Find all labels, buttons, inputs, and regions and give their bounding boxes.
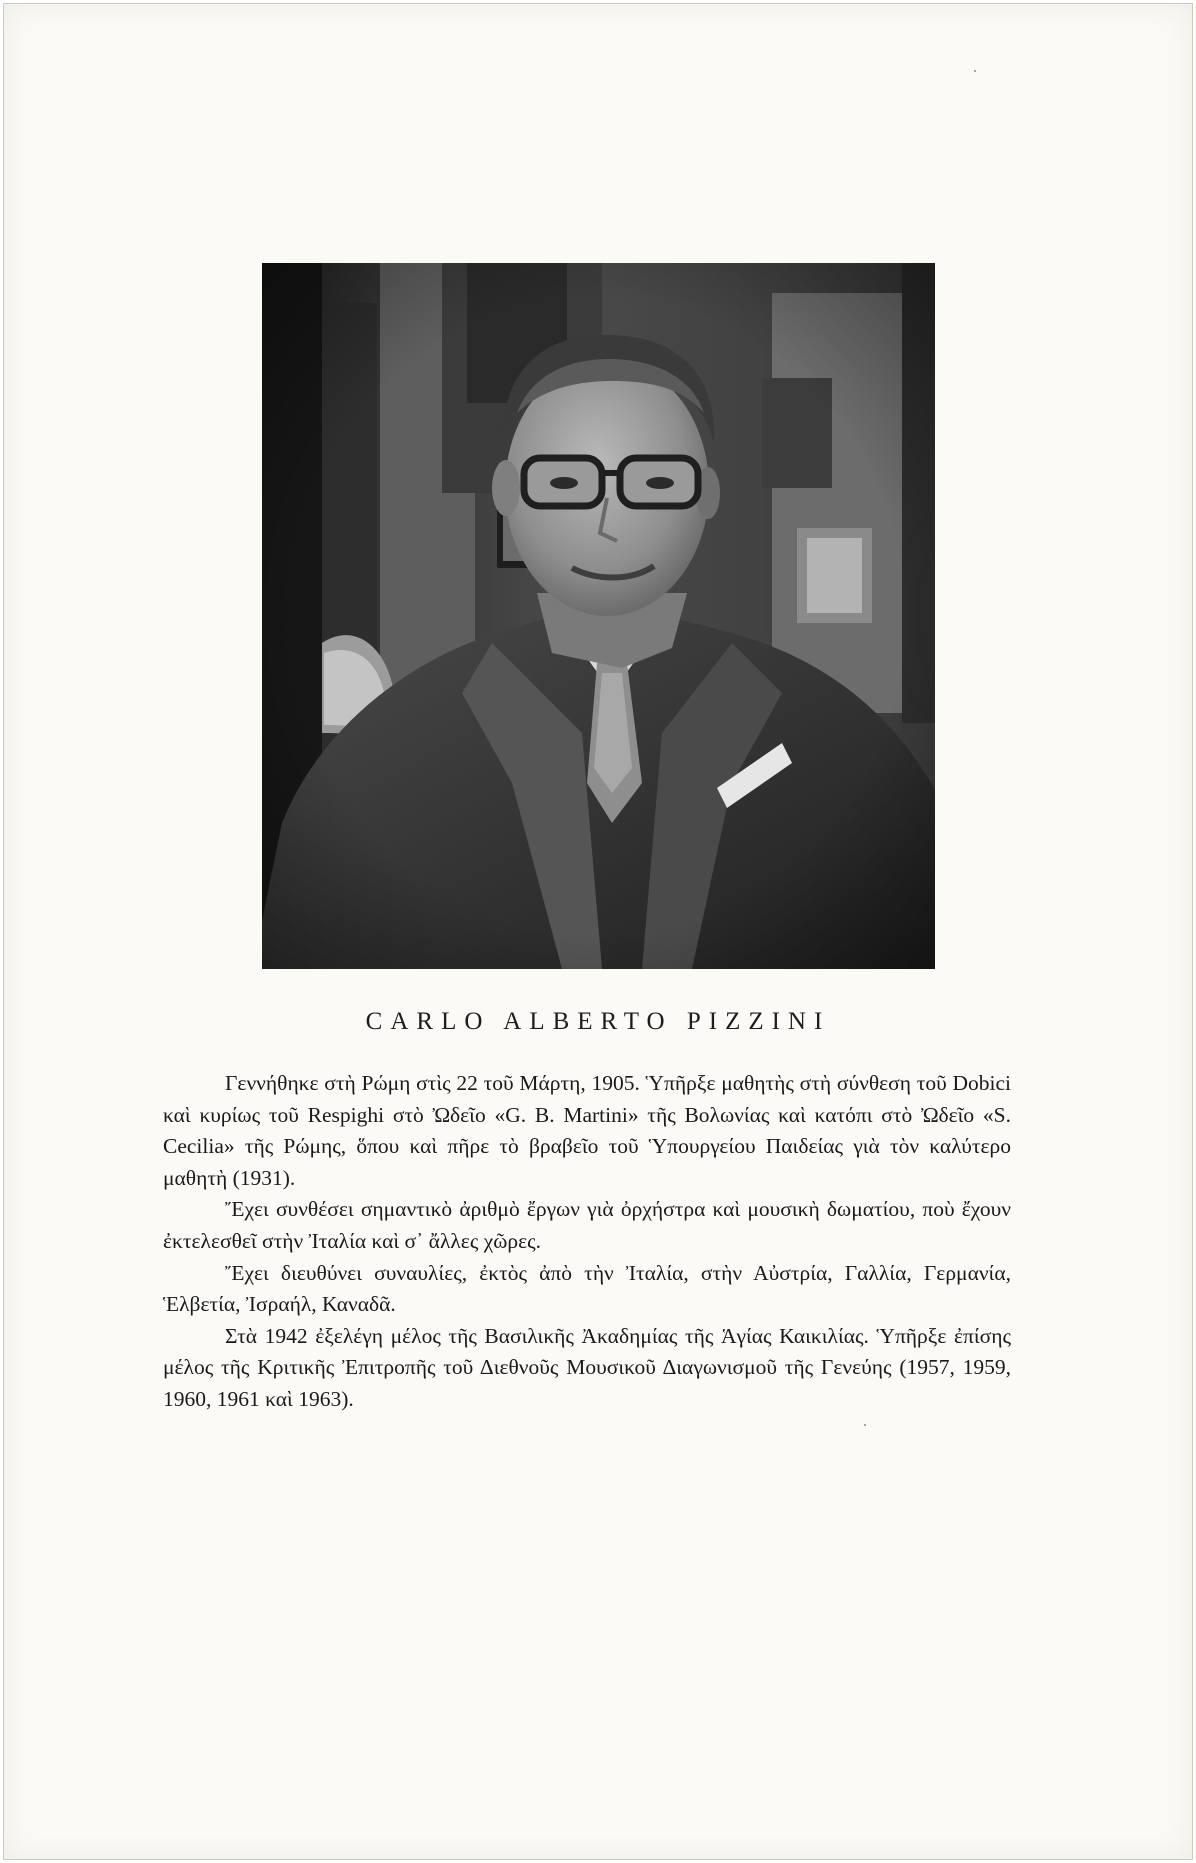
bio-paragraph-birth-studies: Γεννήθηκε στὴ Ρώμη στὶς 22 τοῦ Μάρτη, 1905. Ὑπῆρξε μαθητὴς στὴ σύνθεση τοῦ Dobici καὶ κυρίως τοῦ Respighi στὸ Ὠδεῖο «G. B. Martini» τῆς Βολωνίας καὶ κατόπι στὸ Ὠδεῖο «S. Cecilia» τῆς Ρώμης, ὅπου καὶ πῆρε τὸ βραβεῖο τοῦ Ὑπουργείου Παιδείας γιὰ τὸν καλύτερο μαθητὴ (1931). bbox=[163, 1071, 1011, 1190]
portrait-photo bbox=[262, 263, 935, 969]
bio-paragraph-conducting: Ἔχει διευθύνει συναυλίες, ἐκτὸς ἀπὸ τὴν Ἰταλία, στὴν Αὐστρία, Γαλλία, Γερμανία, Ἑλβετία, Ἰσραήλ, Καναδᾶ. bbox=[163, 1260, 1011, 1317]
bio-paragraph-compositions: Ἔχει συνθέσει σημαντικὸ ἀριθμὸ ἔργων γιὰ ὀρχήστρα καὶ μουσικὴ δωματίου, ποὺ ἔχουν ἐκτελεσθεῖ στὴν Ἰταλία καὶ σ᾽ ἄλλες χῶρες. bbox=[163, 1197, 1011, 1253]
biography-text bbox=[163, 1068, 1011, 1416]
person-name: CARLO ALBERTO PIZZINI bbox=[365, 1008, 831, 1035]
paper-speck bbox=[974, 70, 976, 72]
bio-paragraph-academy: Στὰ 1942 ἐξελέγη μέλος τῆς Βασιλικῆς Ἀκαδημίας τῆς Ἁγίας Καικιλίας. Ὑπῆρξε ἐπίσης μέλος τῆς Κριτικῆς Ἐπιτροπῆς τοῦ Διεθνοῦς Μουσικοῦ Διαγωνισμοῦ τῆς Γενεύης (1957, 1959, 1960, 1961 καὶ 1963). bbox=[163, 1323, 1011, 1411]
paper-speck bbox=[864, 1424, 866, 1426]
